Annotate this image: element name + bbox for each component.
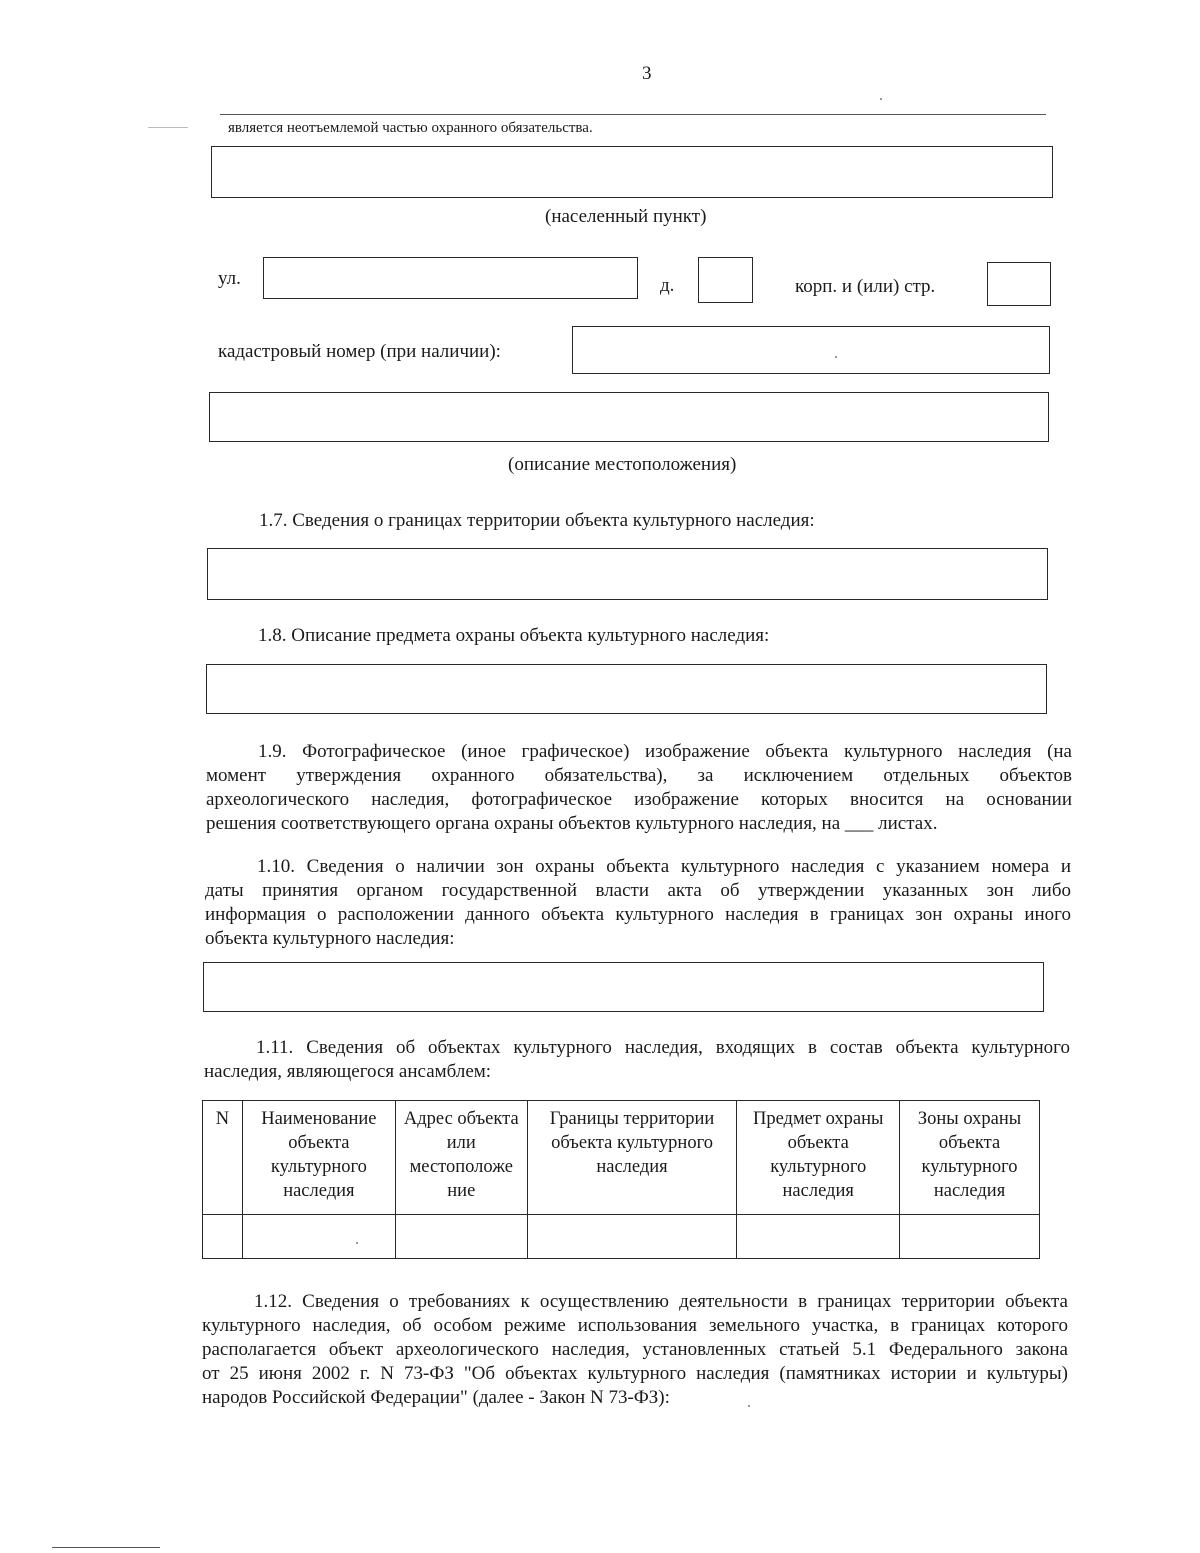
table-cell[interactable] [527,1215,737,1259]
top-note: является неотъемлемой частью охранного обязательства. [228,120,593,136]
house-field[interactable] [698,257,753,303]
section-1-12-line: 1.12. Сведения о требованиях к осуществлению деятельности в границах территории объекта [254,1291,1068,1312]
section-1-7-field[interactable] [207,548,1048,600]
cadastral-field[interactable] [572,326,1050,374]
col-zones-header: Зоны охраны объекта культурного наследия [900,1101,1040,1215]
section-1-7-heading: 1.7. Сведения о границах территории объекта культурного наследия: [259,510,815,531]
col-subject-header: Предмет охраны объекта культурного наследия [737,1101,900,1215]
table-cell[interactable] [737,1215,900,1259]
location-field[interactable] [209,392,1049,442]
section-1-12-line: народов Российской Федерации" (далее - Закон N 73-ФЗ): [202,1387,670,1408]
section-1-12-paragraph [202,1290,1068,1410]
table-row [203,1215,1040,1259]
page-number: 3 [642,63,652,84]
table-cell[interactable] [395,1215,527,1259]
table-cell[interactable] [900,1215,1040,1259]
section-1-9-paragraph [206,740,1072,836]
table-cell[interactable] [242,1215,395,1259]
section-1-10-line: 1.10. Сведения о наличии зон охраны объекта культурного наследия с указанием номера и [257,856,1071,877]
col-number-header: N [203,1101,243,1215]
section-1-9-line: решения соответствующего органа охраны объектов культурного наследия, на ___ листах. [206,813,938,834]
section-1-10-line: даты принятия органом государственной власти акта об утверждении указанных зон либо [205,880,1071,901]
settlement-label: (населенный пункт) [545,206,707,227]
section-1-10-paragraph [205,855,1071,951]
section-1-12-line: располагается объект археологического наследия, установленных статьей 5.1 Федерального закона [202,1339,1068,1360]
section-1-11-line: наследия, являющегося ансамблем: [204,1061,492,1082]
col-address-header: Адрес объекта или местоположе ние [395,1101,527,1215]
col-name-header: Наименование объекта культурного наследия [242,1101,395,1215]
col-boundaries-header: Границы территории объекта культурного наследия [527,1101,737,1215]
table-cell[interactable] [203,1215,243,1259]
section-1-11-line: 1.11. Сведения об объектах культурного наследия, входящих в состав объекта культурного [256,1037,1070,1058]
section-1-11-paragraph [204,1036,1070,1084]
cadastral-label: кадастровый номер (при наличии): [218,341,501,362]
margin-mark [148,127,188,128]
street-field[interactable] [263,257,638,299]
section-1-10-line: объекта культурного наследия: [205,928,455,949]
scan-speck [356,1242,358,1244]
section-1-12-line: от 25 июня 2002 г. N 73-ФЗ "Об объектах культурного наследия (памятниках истории и культуры) [202,1363,1068,1384]
building-field[interactable] [987,262,1051,306]
scan-speck [880,98,882,100]
footnote-rule [52,1547,160,1548]
section-1-9-line: 1.9. Фотографическое (иное графическое) изображение объекта культурного наследия (на [258,741,1072,762]
ensemble-objects-table [202,1100,1040,1259]
settlement-field[interactable] [211,146,1053,198]
scan-speck [748,1405,750,1407]
section-1-8-heading: 1.8. Описание предмета охраны объекта культурного наследия: [258,625,770,646]
scan-speck [835,356,837,358]
section-1-10-line: информация о расположении данного объекта культурного наследия в границах зон охраны иного [205,904,1071,925]
section-1-9-line: археологического наследия, фотографическое изображение которых вносится на основании [206,789,1072,810]
section-1-10-field[interactable] [203,962,1044,1012]
house-label: д. [660,275,675,296]
top-rule [220,114,1046,115]
location-label: (описание местоположения) [508,454,737,475]
section-1-9-line: момент утверждения охранного обязательства), за исключением отдельных объектов [206,765,1072,786]
table-header-row [203,1101,1040,1215]
building-label: корп. и (или) стр. [795,276,936,297]
section-1-12-line: культурного наследия, об особом режиме использования земельного участка, в границах которого [202,1315,1068,1336]
street-label: ул. [218,268,241,289]
section-1-8-field[interactable] [206,664,1047,714]
